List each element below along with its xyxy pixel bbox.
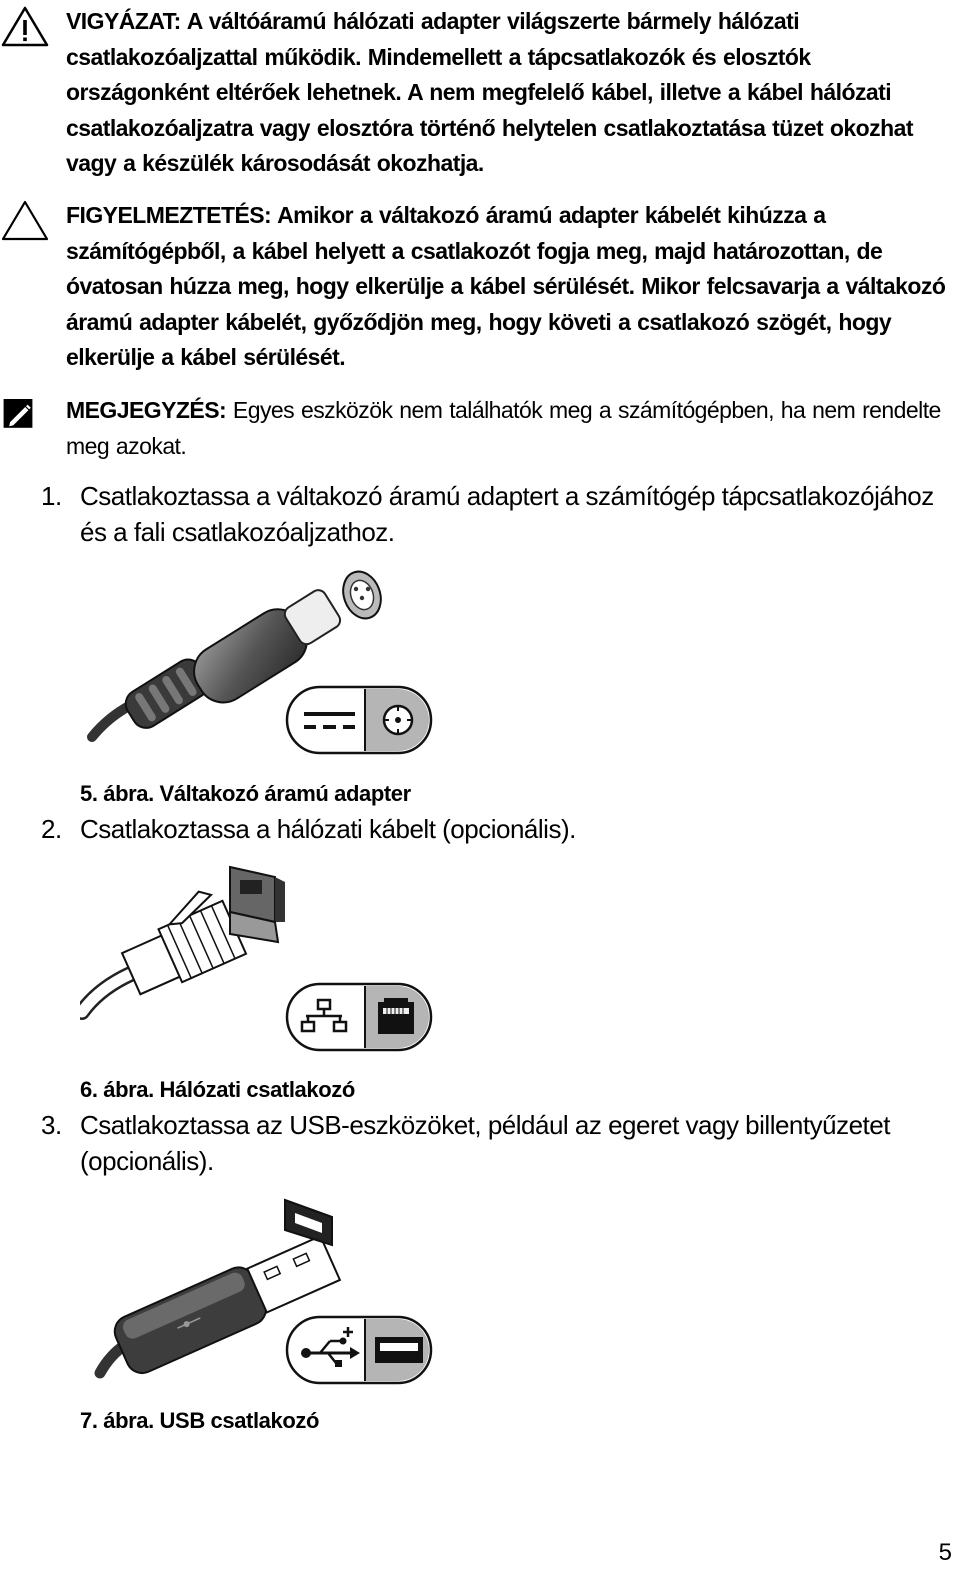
step-number: 3. xyxy=(41,1110,62,1140)
figure-caption: 6. ábra. Hálózati csatlakozó xyxy=(80,1077,355,1102)
step-text: Csatlakoztassa a hálózati kábelt (opcionális). xyxy=(80,814,576,844)
caution-label: VIGYÁZAT: xyxy=(66,8,181,34)
step-text: Csatlakoztassa az USB-eszközöket, például az egeret vagy billentyűzetet (opcionális). xyxy=(80,1110,890,1176)
note-label: MEGJEGYZÉS: xyxy=(66,397,227,423)
warning-body: Amikor a váltakozó áramú adapter kábelét kihúzza a számítógépből, a kábel helyett a csatlakozót fogja meg, majd határozottan, de óvatosan húzza meg, hogy elkerülje a kábel sérülését. Mikor felcsavarja a váltakozó áramú adapter kábelét, győződjön meg, hogy követi a csatlakozó szögét, hogy elkerülje a kábel sérülését. xyxy=(66,202,946,370)
step-number: 1. xyxy=(41,481,62,511)
caution-triangle-icon xyxy=(0,5,50,49)
note-text xyxy=(66,393,946,464)
ac-adapter-figure xyxy=(80,565,440,765)
warning-label: FIGYELMEZTETÉS: xyxy=(66,202,272,228)
step-number: 2. xyxy=(41,814,62,844)
note-body: Egyes eszközök nem találhatók meg a számítógépben, ha nem rendelte meg azokat. xyxy=(66,397,941,459)
network-connector-figure xyxy=(80,862,440,1062)
note-pencil-icon xyxy=(2,395,42,435)
warning-triangle-icon xyxy=(0,199,50,243)
caution-text xyxy=(66,4,946,182)
step-text: Csatlakoztassa a váltakozó áramú adaptert a számítógép tápcsatlakozójához és a fali csatlakozóaljzathoz. xyxy=(80,481,934,547)
caution-body: A váltóáramú hálózati adapter világszerte bármely hálózati csatlakozóaljzattal működik. Mindemellett a tápcsatlakozók és elosztók országonként eltérőek lehetnek. A nem megfelelő kábel, illetve a kábel hálózati csatlakozóaljzatra vagy elosztóra történő helytelen csatlakoztatása tüzet okozhat vagy a készülék károsodását okozhatja. xyxy=(66,8,913,176)
page-number: 5 xyxy=(938,1539,952,1566)
usb-connector-figure xyxy=(80,1195,440,1395)
warning-text xyxy=(66,198,946,376)
figure-caption: 7. ábra. USB csatlakozó xyxy=(80,1408,320,1433)
figure-caption: 5. ábra. Váltakozó áramú adapter xyxy=(80,781,411,806)
